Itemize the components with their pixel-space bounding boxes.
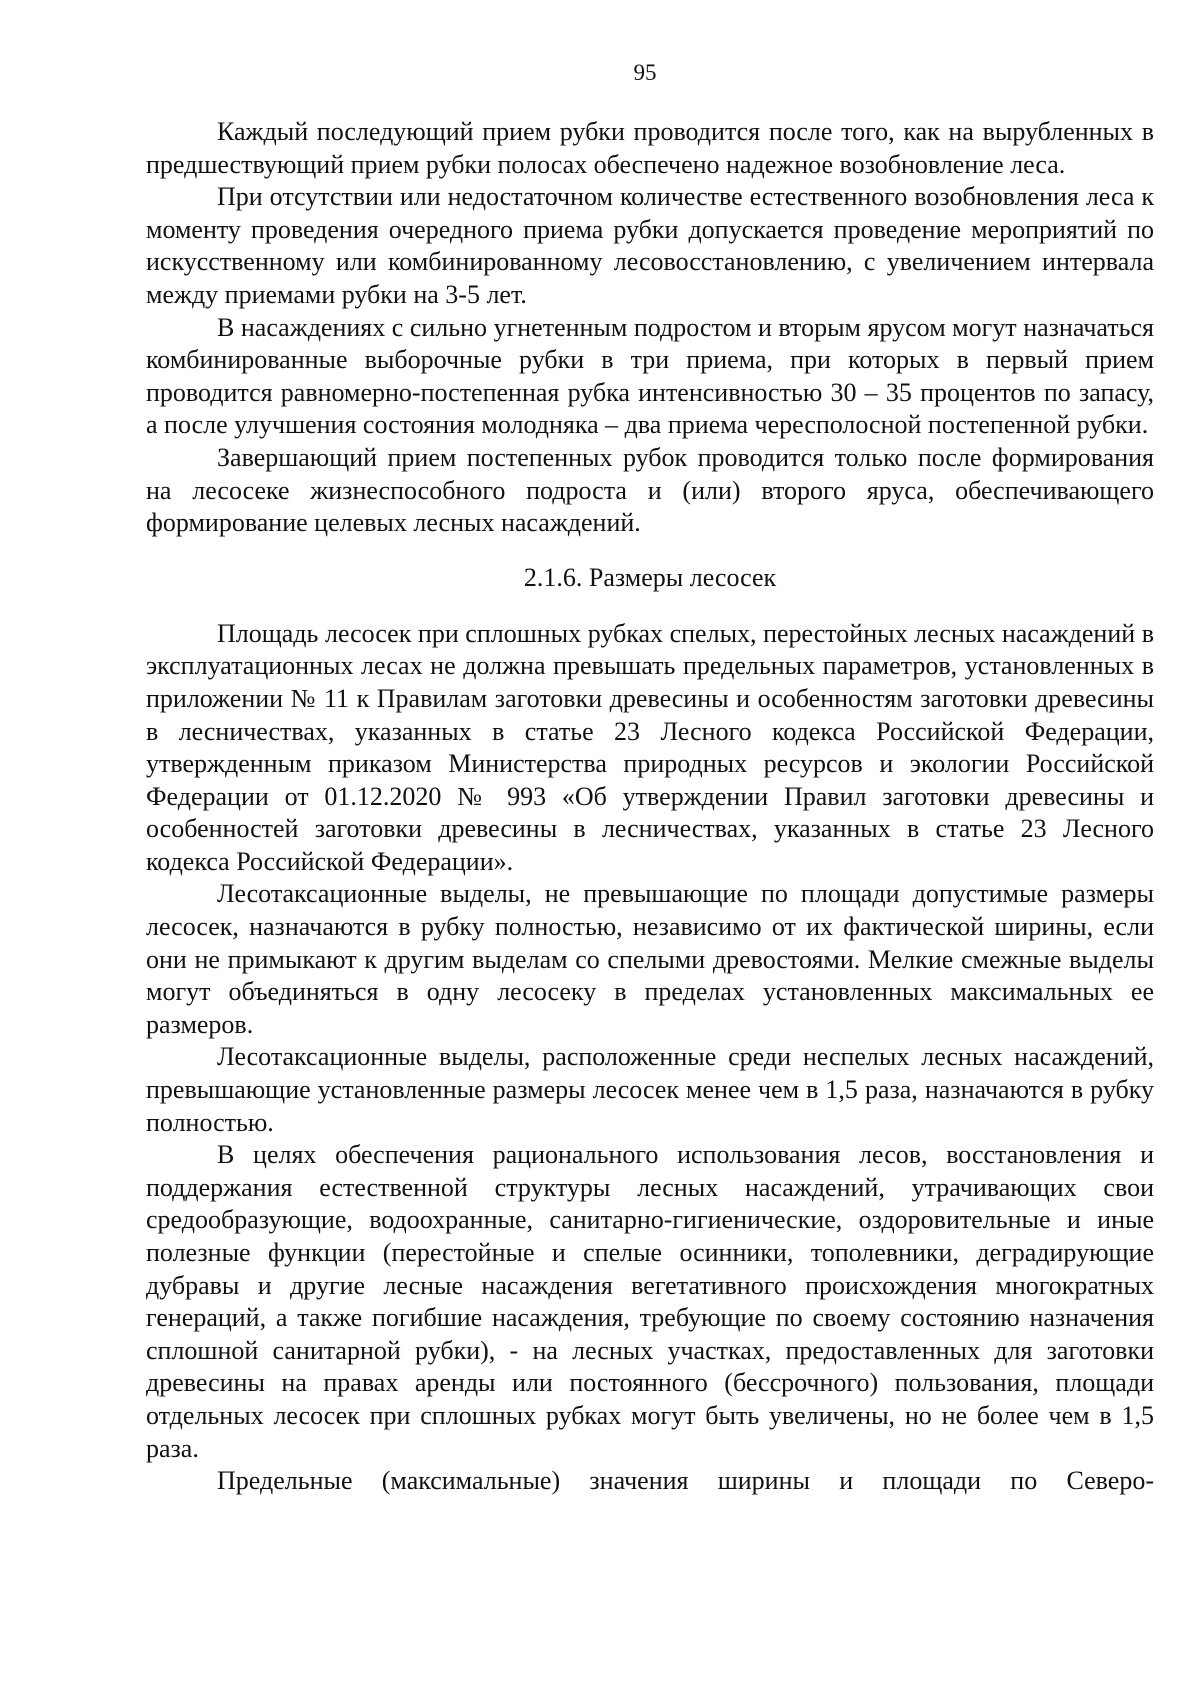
paragraph: В насаждениях с сильно угнетенным подростом и вторым ярусом могут назначаться комбинированные выборочные рубки в три приема, при которых в первый прием проводится равномерно-постепенная рубка интенсивностью 30 – 35 процентов по запасу, а после улучшения состояния молодняка – два приема чересполосной постепенной рубки. [146, 312, 1154, 440]
section-cutting-area-sizes [146, 618, 1154, 1498]
section-heading: 2.1.6. Размеры лесосек [523, 562, 777, 592]
paragraph: Предельные (максимальные) значения ширины и площади по Северо- [217, 1466, 1154, 1496]
paragraph: Лесотаксационные выделы, расположенные среди неспелых лесных насаждений, превышающие установленные размеры лесосек менее чем в 1,5 раза, назначаются в рубку полностью. [146, 1042, 1154, 1137]
paragraph: Каждый последующий прием рубки проводится после того, как на вырубленных в предшествующий прием рубки полосах обеспечено надежное возобновление леса. [146, 117, 1154, 179]
paragraph: При отсутствии или недостаточном количестве естественного возобновления леса к моменту проведения очередного приема рубки допускается проведение мероприятий по искусственному или комбинированному лесовосстановлению, с увеличением интервала между приемами рубки на 3-5 лет. [146, 182, 1154, 309]
paragraph: Лесотаксационные выделы, не превышающие по площади допустимые размеры лесосек, назначаются в рубку полностью, независимо от их фактической ширины, если они не примыкают к другим выделам со спелыми древостоями. Мелкие смежные выделы могут объединяться в одну лесосеку в пределах установленных максимальных ее размеров. [146, 879, 1154, 1039]
page-content [146, 116, 1154, 1498]
section-cutting-stages [146, 116, 1154, 540]
paragraph: Завершающий прием постепенных рубок проводится только после формирования на лесосеке жизнеспособного подроста и (или) второго яруса, обеспечивающего формирование целевых лесных насаждений. [146, 442, 1154, 538]
page-number: 95 [633, 60, 657, 85]
paragraph: Площадь лесосек при сплошных рубках спелых, перестойных лесных насаждений в эксплуатационных лесах не должна превышать предельных параметров, установленных в приложении № 11 к Правилам заготовки древесины и особенностям заготовки древесины в лесничествах, указанных в статье 23 Лесного кодекса Российской Федерации, утвержденным приказом Министерства природных ресурсов и экологии Российской Федерации от 01.12.2020 № 993 «Об утверждении Правил заготовки древесины и особенностей заготовки древесины в лесничествах, указанных в статье 23 Лесного кодекса Российской Федерации». [146, 618, 1154, 876]
paragraph: В целях обеспечения рационального использования лесов, восстановления и поддержания естественной структуры лесных насаждений, утрачивающих свои средообразующие, водоохранные, санитарно-гигиенические, оздоровительные и иные полезные функции (перестойные и спелые осинники, тополевники, деградирующие дубравы и другие лесные насаждения вегетативного происхождения многократных генераций, а также погибшие насаждения, требующие по своему состоянию назначения сплошной санитарной рубки), - на лесных участках, предоставленных для заготовки древесины на правах аренды или постоянного (бессрочного) пользования, площади отдельных лесосек при сплошных рубках могут быть увеличены, но не более чем в 1,5 раза. [146, 1140, 1154, 1463]
